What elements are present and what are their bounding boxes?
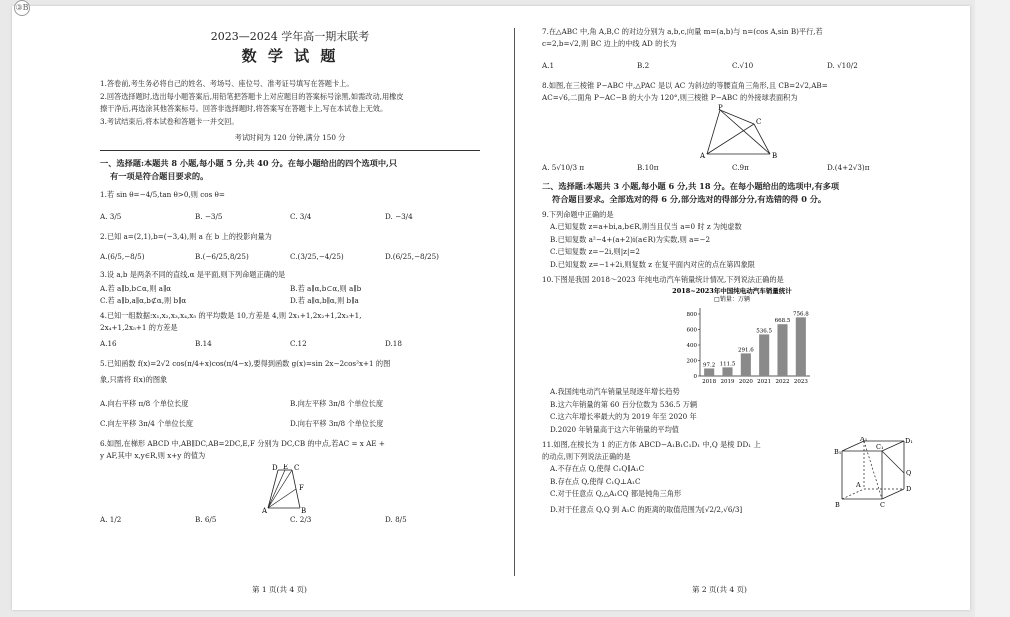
fig-label: B — [772, 152, 778, 160]
option: A. 1/2 — [100, 515, 122, 524]
chart-legend: □销量：万辆 — [714, 296, 750, 303]
option: D. √10/2 — [827, 61, 858, 70]
option: C.向左平移 3π/4 个单位长度 — [100, 419, 194, 428]
option: B.2 — [637, 61, 650, 70]
option: B.10π — [637, 163, 659, 172]
option: B.若 a∥α,b⊂α,则 a∥b — [290, 284, 362, 293]
option: D.18 — [385, 339, 402, 348]
edge-PC — [720, 110, 754, 124]
fig-label: C₁ — [876, 443, 884, 451]
cube-edge — [882, 489, 904, 499]
note-line: 擦干净后,再选涂其他答案标号。回答非选择题时,将答案写在答题卡上,写在本试卷上无效。 — [100, 104, 388, 113]
option: A.向右平移 π/8 个单位长度 — [100, 399, 189, 408]
x-tick-label: 2023 — [793, 379, 808, 385]
option: C.已知复数 z=−2i,则|z|=2 — [550, 247, 640, 256]
question-stem: 象,只需将 f(x)的图象 — [100, 375, 168, 384]
question-stem: 9.下列命题中正确的是 — [542, 210, 614, 219]
question-4 — [100, 310, 480, 350]
x-tick-label: 2021 — [757, 379, 772, 385]
y-tick-label: 600 — [686, 327, 697, 334]
y-tick-label: 0 — [693, 374, 697, 380]
section-heading: 一、选择题:本题共 8 小题,每小题 5 分,共 40 分。在每小题给出的四个选项中,只 有一项是符合题目要求的。 — [100, 158, 398, 181]
question-7 — [542, 26, 922, 72]
vector-AC — [268, 470, 292, 508]
right-page — [542, 26, 922, 516]
fig-label: C — [294, 464, 300, 472]
fig-label: P — [718, 104, 723, 112]
question-8 — [542, 80, 922, 174]
exam-time: 考试时间为 120 分钟,满分 150 分 — [234, 133, 346, 142]
question-1 — [100, 189, 480, 223]
question-stem: 6.如图,在梯形 ABCD 中,AB∥DC,AB=2DC,E,F 分别为 DC,CB 的中点,若AC = x AE + — [100, 439, 385, 448]
cube-edge — [882, 441, 904, 451]
question-stem: AC=√6,二面角 P−AC−B 的大小为 120°,则三棱锥 P−ABC 的外接球表面积为 — [542, 93, 798, 102]
option: C.这六年增长率最大的为 2019 年至 2020 年 — [550, 412, 697, 421]
bar — [777, 324, 787, 376]
bar — [759, 334, 769, 376]
fig-label: D — [272, 464, 278, 472]
edge-CB — [754, 124, 770, 154]
option: C.√10 — [732, 61, 754, 70]
subject-title: 数 学 试 题 — [241, 47, 339, 65]
instructions — [100, 78, 480, 128]
page-badge-icon: ③B — [14, 0, 30, 16]
option: C.(3/25,−4/25) — [290, 252, 344, 261]
option: D.(4+2√3)π — [827, 163, 870, 172]
edge-AC — [707, 124, 754, 154]
question-stem: c=2,b=√2,则 BC 边上的中线 AD 的长为 — [542, 39, 677, 48]
option: C.若 a∥b,a∥α,b⊄α,则 b∥α — [100, 296, 187, 305]
question-stem: 7.在△ABC 中,角 A,B,C 的对边分别为 a,b,c,向量 m=(a,b)与 n=(cos A,sin B)平行,若 — [542, 27, 823, 36]
question-stem: 3.设 a,b 是两条不同的直线,α 是平面,则下列命题正确的是 — [100, 270, 286, 279]
edge-PB — [720, 110, 770, 154]
fig-label: B — [301, 507, 307, 514]
fig-label: A — [856, 481, 861, 489]
question-stem: 4.已知一组数据:x₁,x₂,x₃,x₄,x₅ 的平均数是 10,方差是 4,则 2x₁+1,2x₂+1,2x₃+1, — [100, 311, 362, 320]
option: B. 6/5 — [195, 515, 217, 524]
option: C. 3/4 — [290, 212, 312, 221]
bar-value-label: 536.5 — [756, 328, 773, 335]
segment-C1Q — [882, 451, 904, 473]
fig-label: F — [299, 484, 304, 492]
option: A. 3/5 — [100, 212, 122, 221]
option: B. −3/5 — [195, 212, 223, 221]
bar-value-label: 111.5 — [719, 361, 736, 368]
option: D. 8/5 — [385, 515, 407, 524]
x-tick-label: 2019 — [720, 379, 735, 385]
hidden-edge — [842, 489, 864, 499]
option: A.1 — [542, 61, 555, 70]
option: A.不存在点 Q,使得 C₁Q∥A₁C — [550, 464, 645, 473]
question-6 — [100, 438, 480, 526]
question-stem: 2.已知 a=(2,1),b=(−3,4),则 a 在 b 上的投影向量为 — [100, 232, 272, 241]
trapezoid-figure — [100, 464, 480, 514]
bar-value-label: 668.5 — [774, 318, 791, 325]
option: D.已知复数 z=−1+2i,则复数 z 在复平面内对应的点在第四象限 — [550, 259, 755, 269]
note-line: 1.答卷前,考生务必将自己的姓名、考场号、座位号、准考证号填写在答题卡上。 — [100, 79, 354, 88]
option: D.若 a∥α,b∥α,则 b∥a — [290, 296, 359, 305]
bar-value-label: 756.8 — [792, 311, 809, 318]
page-footer: 第 1 页(共 4 页) — [252, 585, 307, 594]
bar — [741, 353, 751, 376]
option: A. 5√10/3 π — [542, 163, 585, 172]
fig-label: C — [756, 118, 762, 126]
fig-label: A₁ — [860, 437, 868, 443]
bar — [704, 368, 714, 376]
note-line: 3.考试结束后,将本试卷和答题卡一并交回。 — [100, 116, 239, 126]
y-tick-label: 800 — [686, 312, 697, 318]
exam-title: 2023—2024 学年高一期末联考 — [210, 30, 370, 43]
option: B.(−6/25,8/25) — [195, 252, 249, 261]
left-page — [100, 6, 480, 526]
option: B.14 — [195, 339, 212, 348]
option: D.向右平移 3π/8 个单位长度 — [290, 419, 384, 428]
fig-label: B — [835, 501, 840, 509]
x-tick-label: 2018 — [702, 379, 717, 385]
option: A.(6/5,−8/5) — [100, 252, 145, 261]
option: D.对于任意点 Q,Q 到 A₁C 的距离的取值范围为[√2/2,√6/3] — [550, 504, 743, 514]
x-tick-label: 2022 — [775, 379, 790, 385]
pyramid-figure — [542, 104, 922, 162]
question-stem: 10.下图是我国 2018～2023 年纯电动汽车销量统计情况,下列说法正确的是 — [542, 275, 784, 284]
fig-label: Q — [906, 469, 912, 477]
option: D.(6/25,−8/25) — [385, 252, 439, 261]
note-line: 2.回答选择题时,选出每小题答案后,用铅笔把答题卡上对应题目的答案标号涂黑,如需改动,用橡皮 — [100, 91, 404, 101]
option: B.这六年销量的第 60 百分位数为 536.5 万辆 — [550, 399, 698, 409]
question-10 — [542, 274, 922, 436]
bar-value-label: 97.2 — [703, 362, 716, 369]
fig-label: A — [700, 152, 706, 160]
fig-label: D — [906, 485, 912, 493]
y-tick-label: 200 — [686, 358, 697, 365]
question-3 — [100, 269, 480, 307]
question-stem: 8.如图,在三棱锥 P−ABC 中,△PAC 是以 AC 为斜边的等腰直角三角形,且 CB=2√2,AB= — [542, 81, 828, 90]
question-5 — [100, 358, 480, 434]
chart-title: 2018~2023年中国纯电动汽车销量统计 — [672, 287, 792, 295]
option: C.对于任意点 Q,△A₁CQ 都是钝角三角形 — [550, 489, 682, 498]
sales-bar-chart — [542, 286, 922, 386]
option: A.已知复数 z=a+bi,a,b∈R,则当且仅当 a=0 时 z 为纯虚数 — [550, 222, 742, 231]
x-tick-label: 2020 — [738, 379, 753, 385]
question-2 — [100, 231, 480, 263]
cube-figure — [834, 437, 914, 511]
question-stem: 11.如图,在棱长为 1 的正方体 ABCD−A₁B₁C₁D₁ 中,Q 是棱 DD₁ 上 — [542, 440, 761, 449]
option: D. −3/4 — [385, 212, 413, 221]
bar-value-label: 291.6 — [737, 347, 754, 354]
divider-rule — [100, 150, 480, 151]
option: D.2020 年销量高于这六年销量的平均值 — [550, 424, 679, 434]
option: C.9π — [732, 163, 749, 172]
option: A.若 a∥b,b⊂α,则 a∥α — [100, 284, 172, 293]
page-footer: 第 2 页(共 4 页) — [692, 585, 747, 594]
option: C.12 — [290, 339, 307, 348]
fig-label: D₁ — [905, 437, 913, 445]
fig-label: C — [880, 501, 885, 509]
option: B.向左平移 3π/8 个单位长度 — [290, 399, 384, 408]
fig-label: B₁ — [834, 448, 842, 456]
bar — [722, 367, 732, 376]
exam-sheet — [12, 3, 970, 610]
section-heading: 二、选择题:本题共 3 小题,每小题 6 分,共 18 分。在每小题给出的选项中,有多项 符合题目要求。全部选对的得 6 分,部分选对的得部分分,有选错的得 0 分。 — [542, 181, 840, 204]
question-stem: 的动点,则下列说法正确的是 — [542, 452, 631, 461]
question-9 — [542, 209, 922, 271]
option: A.16 — [100, 339, 117, 348]
option: B.已知复数 a²−4+(a+2)i(a∈R)为实数,则 a=−2 — [550, 234, 711, 244]
option: A.我国纯电动汽车销量呈现逐年增长趋势 — [550, 387, 680, 396]
bar — [796, 317, 806, 376]
page-divider — [514, 28, 515, 576]
question-stem: 1.若 sin θ=−4/5,tan θ>0,则 cos θ= — [100, 190, 225, 199]
y-tick-label: 400 — [686, 343, 697, 349]
question-11 — [542, 439, 922, 516]
question-stem: 5.已知函数 f(x)=2√2 cos(π/4+x)cos(π/4−x),要得到函数 g(x)=sin 2x−2cos²x+1 的图 — [100, 359, 391, 368]
question-stem: y AF,其中 x,y∈R,则 x+y 的值为 — [100, 451, 206, 460]
fig-label: A — [262, 507, 268, 514]
option: C. 2/3 — [290, 515, 312, 524]
option: B.存在点 Q,使得 C₁Q⊥A₁C — [550, 476, 641, 486]
scrollbar[interactable] — [975, 0, 1010, 617]
fig-label: E — [283, 464, 289, 471]
question-stem: 2x₄+1,2x₅+1 的方差是 — [100, 323, 178, 332]
